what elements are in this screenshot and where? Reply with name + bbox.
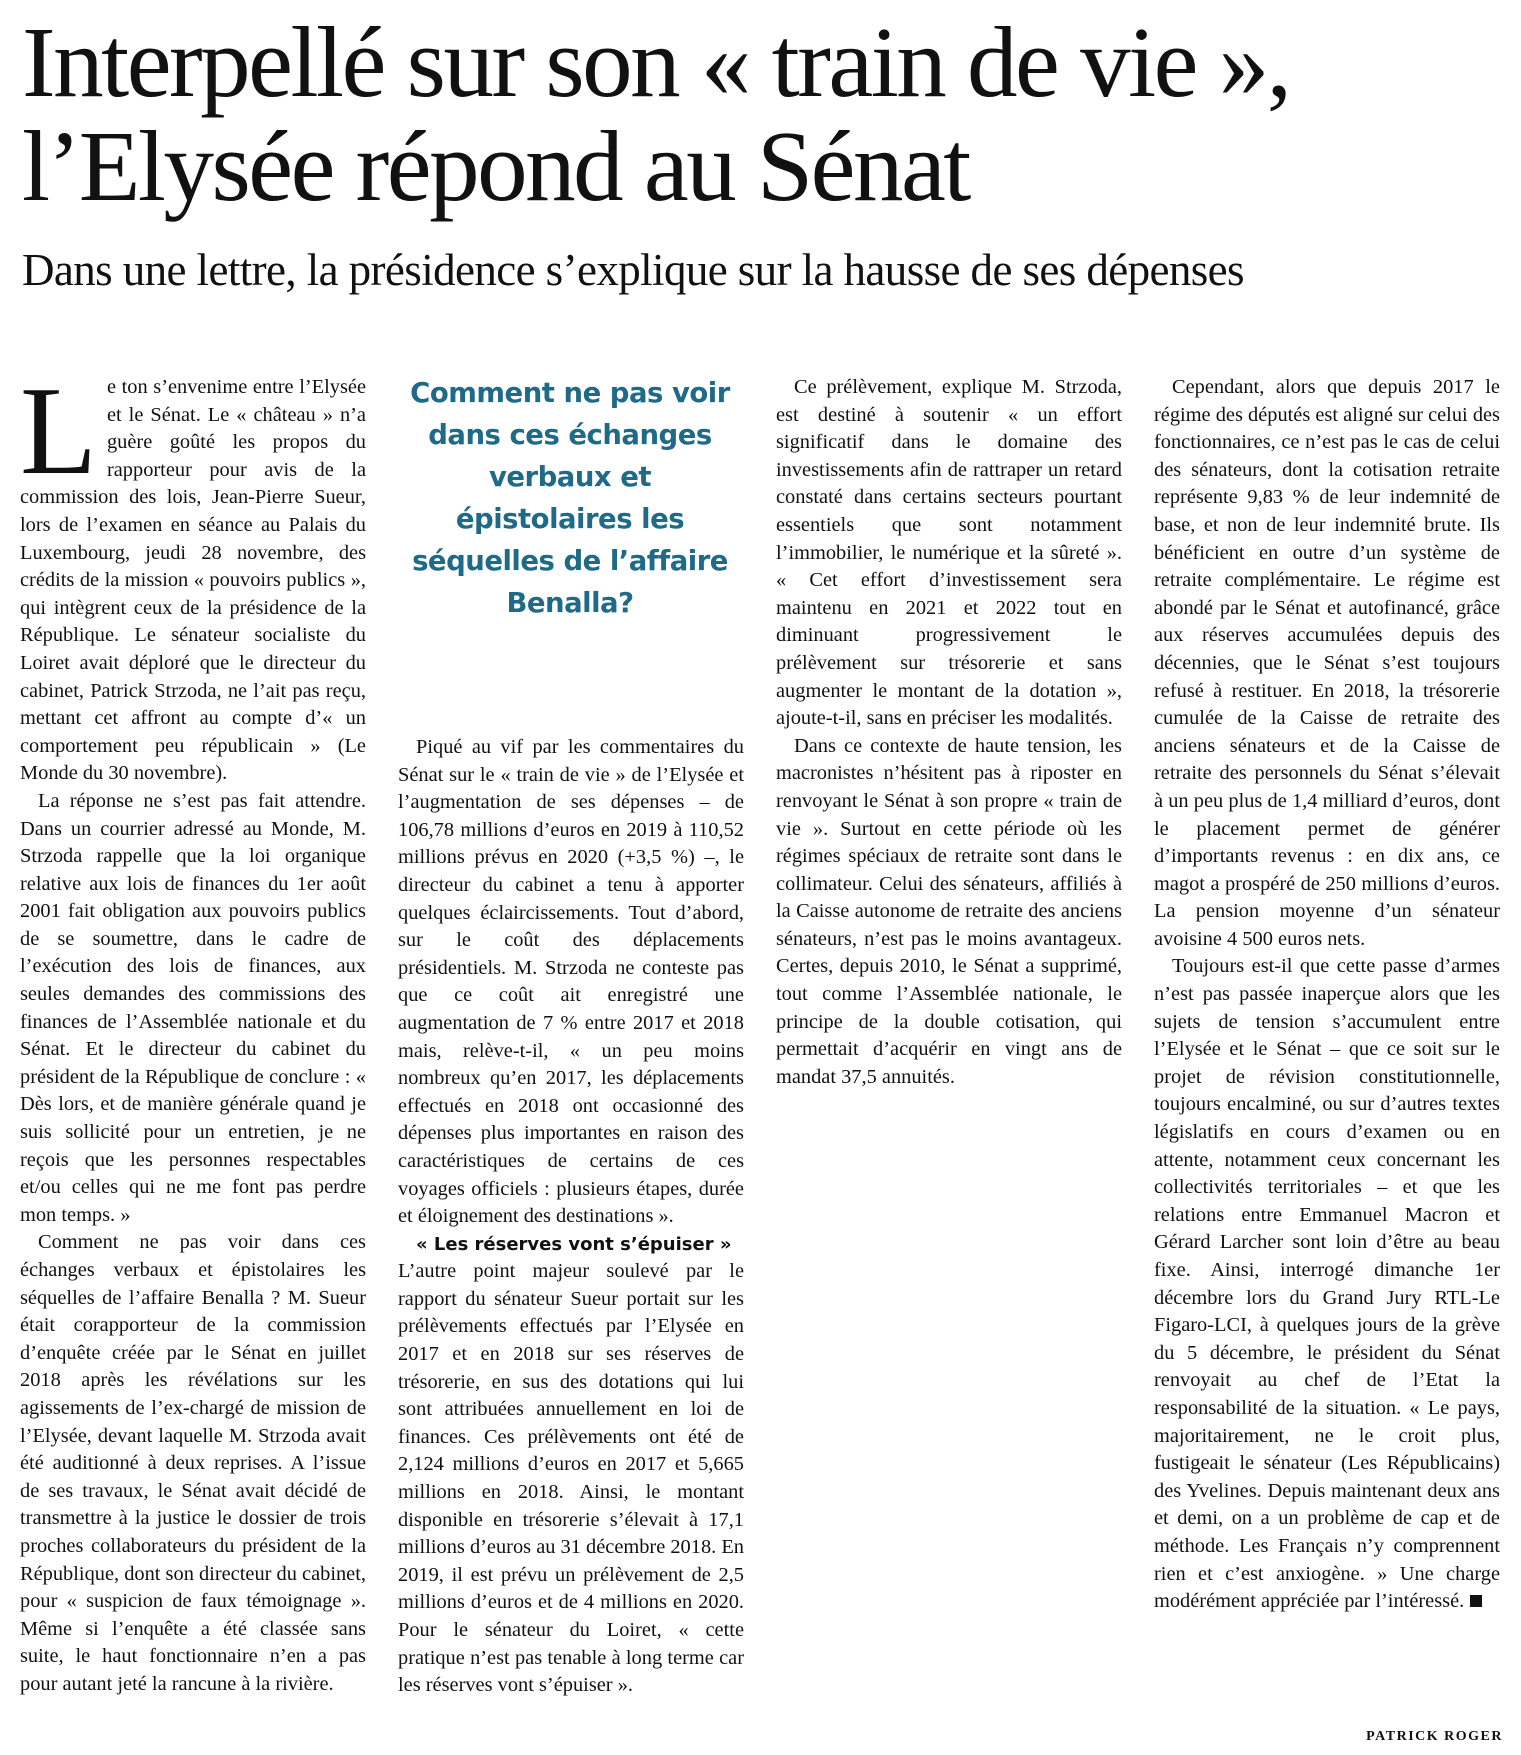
paragraph-5: L’autre point majeur soulevé par le rapport du sénateur Sueur portait sur les prélèvements effectués par l’Elysée en 2017 et en 2018 sur ses réserves de trésorerie, en sus des dotations qui lui sont attribuées annuellement en loi de finances. Ces prélèvements ont été de 2,124 millions d’euros en 2017 et 5,665 millions en 2018. Ainsi, le montant disponible en trésorerie s’élevait à 17,1 millions d’euros au 31 décembre 2018. En 2019, il est prévu un prélèvement de 2,5 millions d’euros et de 4 millions en 2020. Pour le sénateur du Loiret, « cette pratique n’est pas tenable à long terme car les réserves vont s’épuiser ». — [398, 1260, 744, 1697]
paragraph-9-text: Toujours est-il que cette passe d’armes n’est pas passée inaperçue alors que les sujets de tension s’accumulent entre l’Elysée et le Sénat – que ce soit sur le projet de révision constitutionnelle, toujours encalminé, ou sur d’autres textes législatifs en cours d’examen ou en attente, notamment ceux concernant les collectivités territoriales – et que les relations entre Emmanuel Macron et Gérard Larcher sont loin d’être au beau fixe. Ainsi, interrogé dimanche 1er décembre lors du Grand Jury RTL-Le Figaro-LCI, à quelques jours de la grève du 5 décembre, le président du Sénat renvoyait au chef de l’Etat la responsabilité de la situation. « Le pays, majoritairement, ne le croit plus, fustigeait le sénateur (Les Républicains) des Yvelines. Depuis maintenant deux ans et demi, on a un problème de cap et de méthode. Les Français n’y comprennent rien et c’est anxiogène. » Une charge modérément appréciée par l’intéressé. — [1154, 955, 1500, 1613]
end-mark-square-icon — [1470, 1595, 1482, 1607]
paragraph-2: La réponse ne s’est pas fait attendre. Dans un courrier adressé au Monde, M. Strzoda rappelle que la loi organique relative aux lois de finances du 1er août 2001 fait obligation aux pouvoirs publics de se soumettre, dans le cadre de l’exécution des lois de finances, aux seules demandes des commissions des finances de l’Assemblée nationale et du Sénat. Et le directeur du cabinet du président de la République de conclure : « Dès lors, et de manière générale quand je suis sollicité pour un entretien, je ne reçois que les personnes respectables et/ou celles qui ne me font pas perdre mon temps. » — [20, 789, 366, 1226]
column-1 — [20, 374, 366, 1724]
headline: Interpellé sur son « train de vie », l’Elysée répond au Sénat — [22, 6, 1290, 222]
column-2 — [398, 734, 744, 1724]
intertitle: « Les réserves vont s’épuiser » — [416, 1233, 732, 1255]
paragraph-1-text: e ton s’envenime entre l’Elysée et le Sénat. Le « château » n’a guère goûté les propos du rapporteur pour avis de la commission des lois, Jean-Pierre Sueur, lors de l’examen en séance au Palais du Luxembourg, jeudi 28 novembre, des crédits de la mission « pouvoirs publics », qui intègrent ceux de la présidence de la République. Le sénateur socialiste du Loiret avait déploré que le directeur du cabinet, Patrick Strzoda, ne l’ait pas reçu, mettant cet affront au compte d’« un comportement peu républicain » (Le Monde du 30 novembre). — [20, 376, 366, 785]
column-3 — [776, 374, 1122, 1724]
paragraph-1 — [20, 374, 366, 788]
paragraph-4: Piqué au vif par les commentaires du Sénat sur le « train de vie » de l’Elysée et l’augmentation de ses dépenses – de 106,78 millions d’euros en 2019 à 110,52 millions prévus en 2020 (+3,5 %) –, le directeur du cabinet a tenu à apporter quelques éclaircissements. Tout d’abord, sur le coût des déplacements présidentiels. M. Strzoda ne conteste pas que ce coût ait enregistré une augmentation de 7 % entre 2017 et 2018 mais, relève-t-il, « un peu moins nombreux qu’en 2017, les déplacements effectués en 2018 ont occasionné des dépenses plus importantes en raison des caractéristiques de certains de ces voyages officiels : plusieurs étapes, durée et éloignement des destinations ». — [398, 736, 744, 1228]
byline: PATRICK ROGER — [1366, 1729, 1503, 1744]
drop-cap: L — [20, 374, 97, 501]
paragraph-3: Comment ne pas voir dans ces échanges verbaux et épistolaires les séquelles de l’affaire Benalla ? M. Sueur était corapporteur de la commission d’enquête créée par le Sénat en juillet 2018 après les révélations sur les agissements de l’ex-chargé de mission de l’Elysée, devant laquelle M. Strzoda avait été auditionné à deux reprises. A l’issue de ses travaux, le Sénat avait décidé de transmettre à la justice le dossier de trois proches collaborateurs du président de la République, dont son directeur du cabinet, pour « suspicion de faux témoignage ». Même si l’enquête a été classée sans suite, le haut fonctionnaire n’en a pas pour autant jeté la rancune à la rivière. — [20, 1231, 366, 1695]
paragraph-6: Ce prélèvement, explique M. Strzoda, est destiné à soutenir « un effort significatif dans le domaine des investissements afin de rattraper un retard constaté dans certains secteurs pourtant essentiels que sont notamment l’immobilier, le numérique et la sûreté ». « Cet effort d’investissement sera maintenu en 2021 et 2022 tout en diminuant progressivement le prélèvement sur trésorerie et sans augmenter le montant de la dotation », ajoute-t-il, sans en préciser les modalités. — [776, 376, 1122, 730]
column-4 — [1154, 374, 1500, 1724]
paragraph-9 — [1154, 953, 1500, 1615]
subheadline: Dans une lettre, la présidence s’explique sur la hausse de ses dépenses — [22, 245, 1244, 295]
paragraph-7: Dans ce contexte de haute tension, les macronistes n’hésitent pas à riposter en renvoyant le Sénat à son propre « train de vie ». Surtout en cette période où les régimes spéciaux de retraite sont dans le collimateur. Celui des sénateurs, affiliés à la Caisse autonome de retraite des anciens sénateurs, n’est pas le moins avantageux. Certes, depuis 2010, le Sénat a supprimé, tout comme l’Assemblée nationale, le principe de la double cotisation, qui permettait d’acquérir en vingt ans de mandat 37,5 annuités. — [776, 734, 1122, 1088]
pull-quote: Comment ne pas voir dans ces échanges verbaux et épistolaires les séquelles de l’affaire Benalla? — [410, 377, 730, 619]
paragraph-8: Cependant, alors que depuis 2017 le régime des députés est aligné sur celui des fonctionnaires, ce n’est pas le cas de celui des sénateurs, dont la cotisation retraite représente 9,83 % de leur indemnité de base, et non de leur indemnité brute. Ils bénéficient en outre d’un système de retraite complémentaire. Le régime est abondé par le Sénat et autofinancé, grâce aux réserves accumulées depuis des décennies, que le Sénat s’est toujours refusé à restituer. En 2018, la trésorerie cumulée de la Caisse de retraite des anciens sénateurs et de la Caisse de retraite des personnels du Sénat s’élevait à un peu plus de 1,4 milliard d’euros, dont le placement permet de générer d’importants revenus : en dix ans, ce magot a prospéré de 250 millions d’euros. La pension moyenne d’un sénateur avoisine 4 500 euros nets. — [1154, 376, 1500, 950]
